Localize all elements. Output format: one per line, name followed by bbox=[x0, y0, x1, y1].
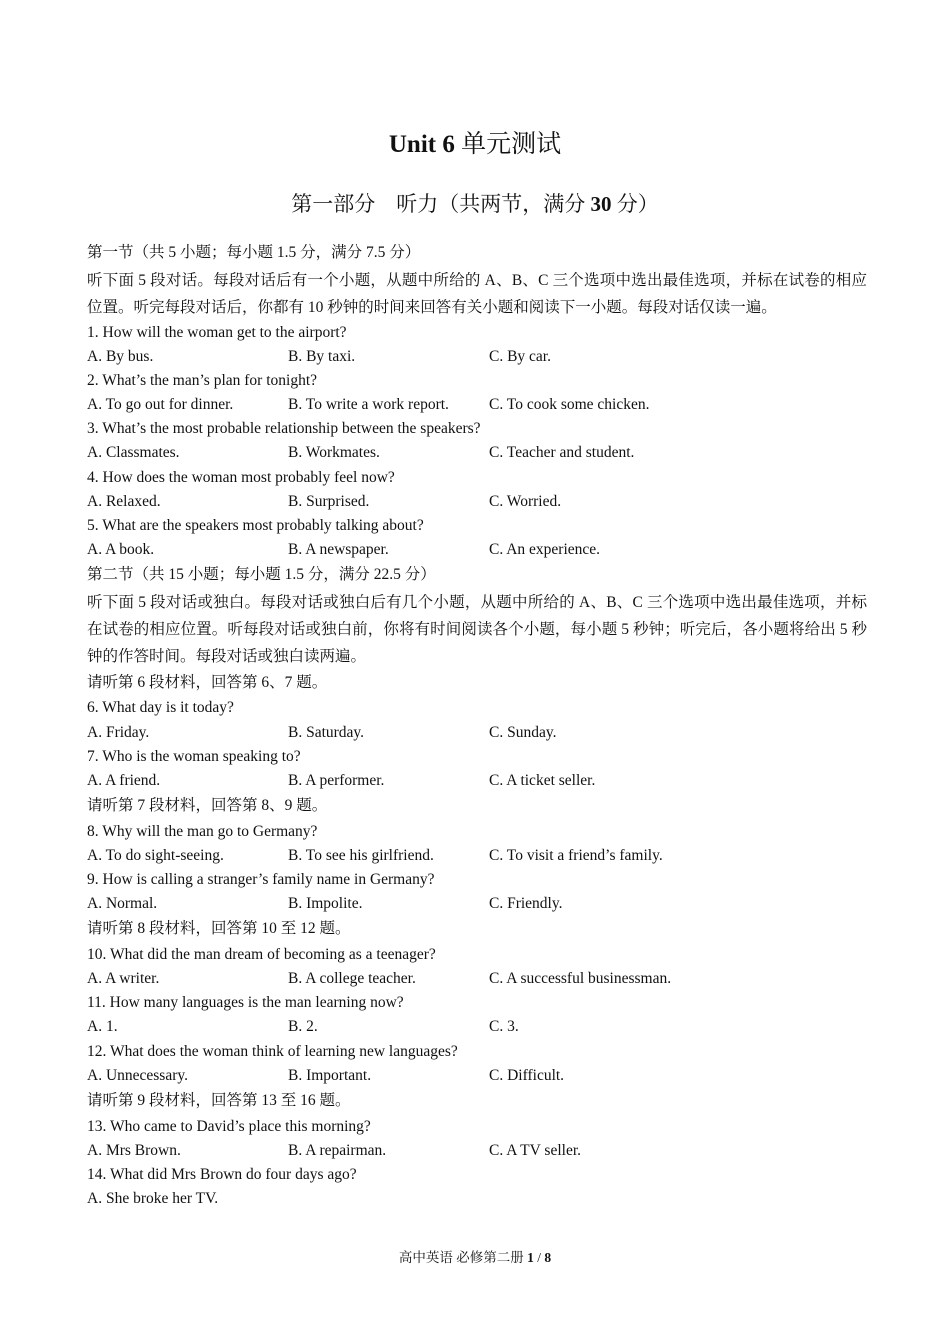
section-title bbox=[0, 188, 950, 218]
section-heading: 第一节（共 5 小题；每小题 1.5 分，满分 7.5 分） bbox=[87, 244, 421, 261]
section-heading: 请听第 7 段材料，回答第 8、9 题。 bbox=[87, 797, 328, 815]
section-title-score: 30 bbox=[590, 192, 612, 216]
question: 10. What did the man dream of becoming as a teenager? bbox=[87, 945, 436, 963]
option-b: B. Impolite. bbox=[288, 895, 363, 913]
options-row bbox=[87, 1015, 867, 1039]
question: 7. Who is the woman speaking to? bbox=[87, 747, 301, 765]
question: 6. What day is it today? bbox=[87, 699, 234, 717]
option-c: C. To visit a friend’s family. bbox=[489, 846, 663, 864]
options-row bbox=[87, 892, 867, 916]
option-b: B. Workmates. bbox=[288, 444, 380, 462]
option-c: C. Difficult. bbox=[489, 1066, 565, 1084]
option-c: C. By car. bbox=[489, 347, 551, 365]
option-c: C. To cook some chicken. bbox=[489, 396, 650, 414]
option-b: B. A newspaper. bbox=[288, 541, 389, 559]
question: 1. How will the woman get to the airport? bbox=[87, 323, 347, 341]
footer-total: 8 bbox=[544, 1250, 552, 1265]
question: 14. What did Mrs Brown do four days ago? bbox=[87, 1165, 357, 1183]
question: 4. How does the woman most probably feel now? bbox=[87, 468, 395, 486]
section-heading: 请听第 8 段材料，回答第 10 至 12 题。 bbox=[87, 920, 351, 938]
question: 2. What’s the man’s plan for tonight? bbox=[87, 371, 318, 389]
options-row bbox=[87, 844, 867, 868]
option-c: C. An experience. bbox=[489, 541, 601, 559]
option-a: A. To go out for dinner. bbox=[87, 396, 234, 414]
footer-sep: / bbox=[533, 1250, 545, 1265]
question: 9. How is calling a stranger’s family name in Germany? bbox=[87, 871, 435, 888]
option-b: B. A performer. bbox=[288, 771, 385, 789]
options-row bbox=[87, 1064, 867, 1088]
instruction-paragraph: 听下面 5 段对话或独白。每段对话或独白后有几个小题，从题中所给的 A、B、C 三个选项中选出最佳选项，并标在试卷的相应位置。听每段对话或独白前，你将有时间阅读各个小题，每小题 5 秒钟；听完后，各小题将给出 5 秒钟的作答时间。每段对话或独白读两遍。 bbox=[87, 593, 867, 665]
option-a: A. Mrs Brown. bbox=[87, 1141, 181, 1159]
option-b: B. By taxi. bbox=[288, 347, 356, 365]
options-row bbox=[87, 490, 867, 514]
option-c: C. Worried. bbox=[489, 492, 562, 510]
option-b: B. To write a work report. bbox=[288, 396, 449, 414]
option-c: C. Teacher and student. bbox=[489, 444, 635, 462]
options-row bbox=[87, 1139, 867, 1163]
option-a: A. 1. bbox=[87, 1018, 118, 1036]
option-c: C. A TV seller. bbox=[489, 1141, 582, 1159]
question: A. She broke her TV. bbox=[87, 1190, 219, 1208]
title-unit: Unit 6 bbox=[388, 131, 455, 158]
section-title-pre: 第一部分 听力（共两节，满分 bbox=[291, 192, 591, 216]
option-c: C. A successful businessman. bbox=[489, 970, 672, 988]
section-title-post: 分） bbox=[611, 192, 659, 216]
option-a: A. A book. bbox=[87, 541, 155, 559]
footer-text: 高中英语 必修第二册 bbox=[398, 1250, 528, 1265]
section-heading: 第二节（共 15 小题；每小题 1.5 分，满分 22.5 分） bbox=[87, 566, 436, 584]
option-a: A. Unnecessary. bbox=[87, 1066, 188, 1084]
option-a: A. To do sight-seeing. bbox=[87, 846, 224, 864]
option-b: B. A college teacher. bbox=[288, 970, 416, 988]
option-a: A. By bus. bbox=[87, 347, 154, 365]
option-c: C. Sunday. bbox=[489, 723, 557, 741]
page-footer bbox=[0, 1246, 950, 1266]
section-heading: 请听第 9 段材料，回答第 13 至 16 题。 bbox=[87, 1092, 351, 1109]
option-a: A. Normal. bbox=[87, 895, 158, 913]
options-row bbox=[87, 721, 867, 745]
option-b: B. 2. bbox=[288, 1018, 318, 1036]
option-c: C. A ticket seller. bbox=[489, 771, 596, 789]
option-b: B. To see his girlfriend. bbox=[288, 846, 434, 864]
option-b: B. A repairman. bbox=[288, 1141, 387, 1159]
option-a: A. Relaxed. bbox=[87, 492, 161, 510]
question: 11. How many languages is the man learning now? bbox=[87, 994, 404, 1012]
question: 3. What’s the most probable relationship between the speakers? bbox=[87, 420, 481, 438]
options-row bbox=[87, 769, 867, 793]
instruction-paragraph: 听下面 5 段对话。每段对话后有一个小题，从题中所给的 A、B、C 三个选项中选出最佳选项，并标在试卷的相应位置。听完每段对话后，你都有 10 秒钟的时间来回答有关小题和阅读下一小题。每段对话仅读一遍。 bbox=[87, 271, 867, 316]
options-row bbox=[87, 967, 867, 991]
document-body bbox=[87, 240, 867, 1211]
options-row bbox=[87, 393, 867, 417]
option-b: B. Surprised. bbox=[288, 492, 370, 510]
option-a: A. A writer. bbox=[87, 970, 160, 988]
option-a: A. A friend. bbox=[87, 771, 161, 789]
page-title bbox=[0, 124, 950, 160]
options-row bbox=[87, 538, 867, 562]
question: 13. Who came to David’s place this morning? bbox=[87, 1117, 371, 1135]
title-cn: 单元测试 bbox=[461, 131, 562, 158]
option-b: B. Saturday. bbox=[288, 723, 365, 741]
option-b: B. Important. bbox=[288, 1066, 372, 1084]
option-c: C. Friendly. bbox=[489, 895, 563, 913]
option-a: A. Classmates. bbox=[87, 444, 180, 462]
question: 12. What does the woman think of learning new languages? bbox=[87, 1042, 458, 1060]
question: 8. Why will the man go to Germany? bbox=[87, 822, 318, 840]
question: 5. What are the speakers most probably talking about? bbox=[87, 517, 424, 534]
options-row bbox=[87, 441, 867, 465]
section-heading: 请听第 6 段材料，回答第 6、7 题。 bbox=[87, 673, 328, 691]
footer-page: 1 bbox=[527, 1250, 534, 1265]
option-c: C. 3. bbox=[489, 1018, 519, 1036]
option-a: A. Friday. bbox=[87, 723, 150, 741]
options-row bbox=[87, 345, 867, 369]
